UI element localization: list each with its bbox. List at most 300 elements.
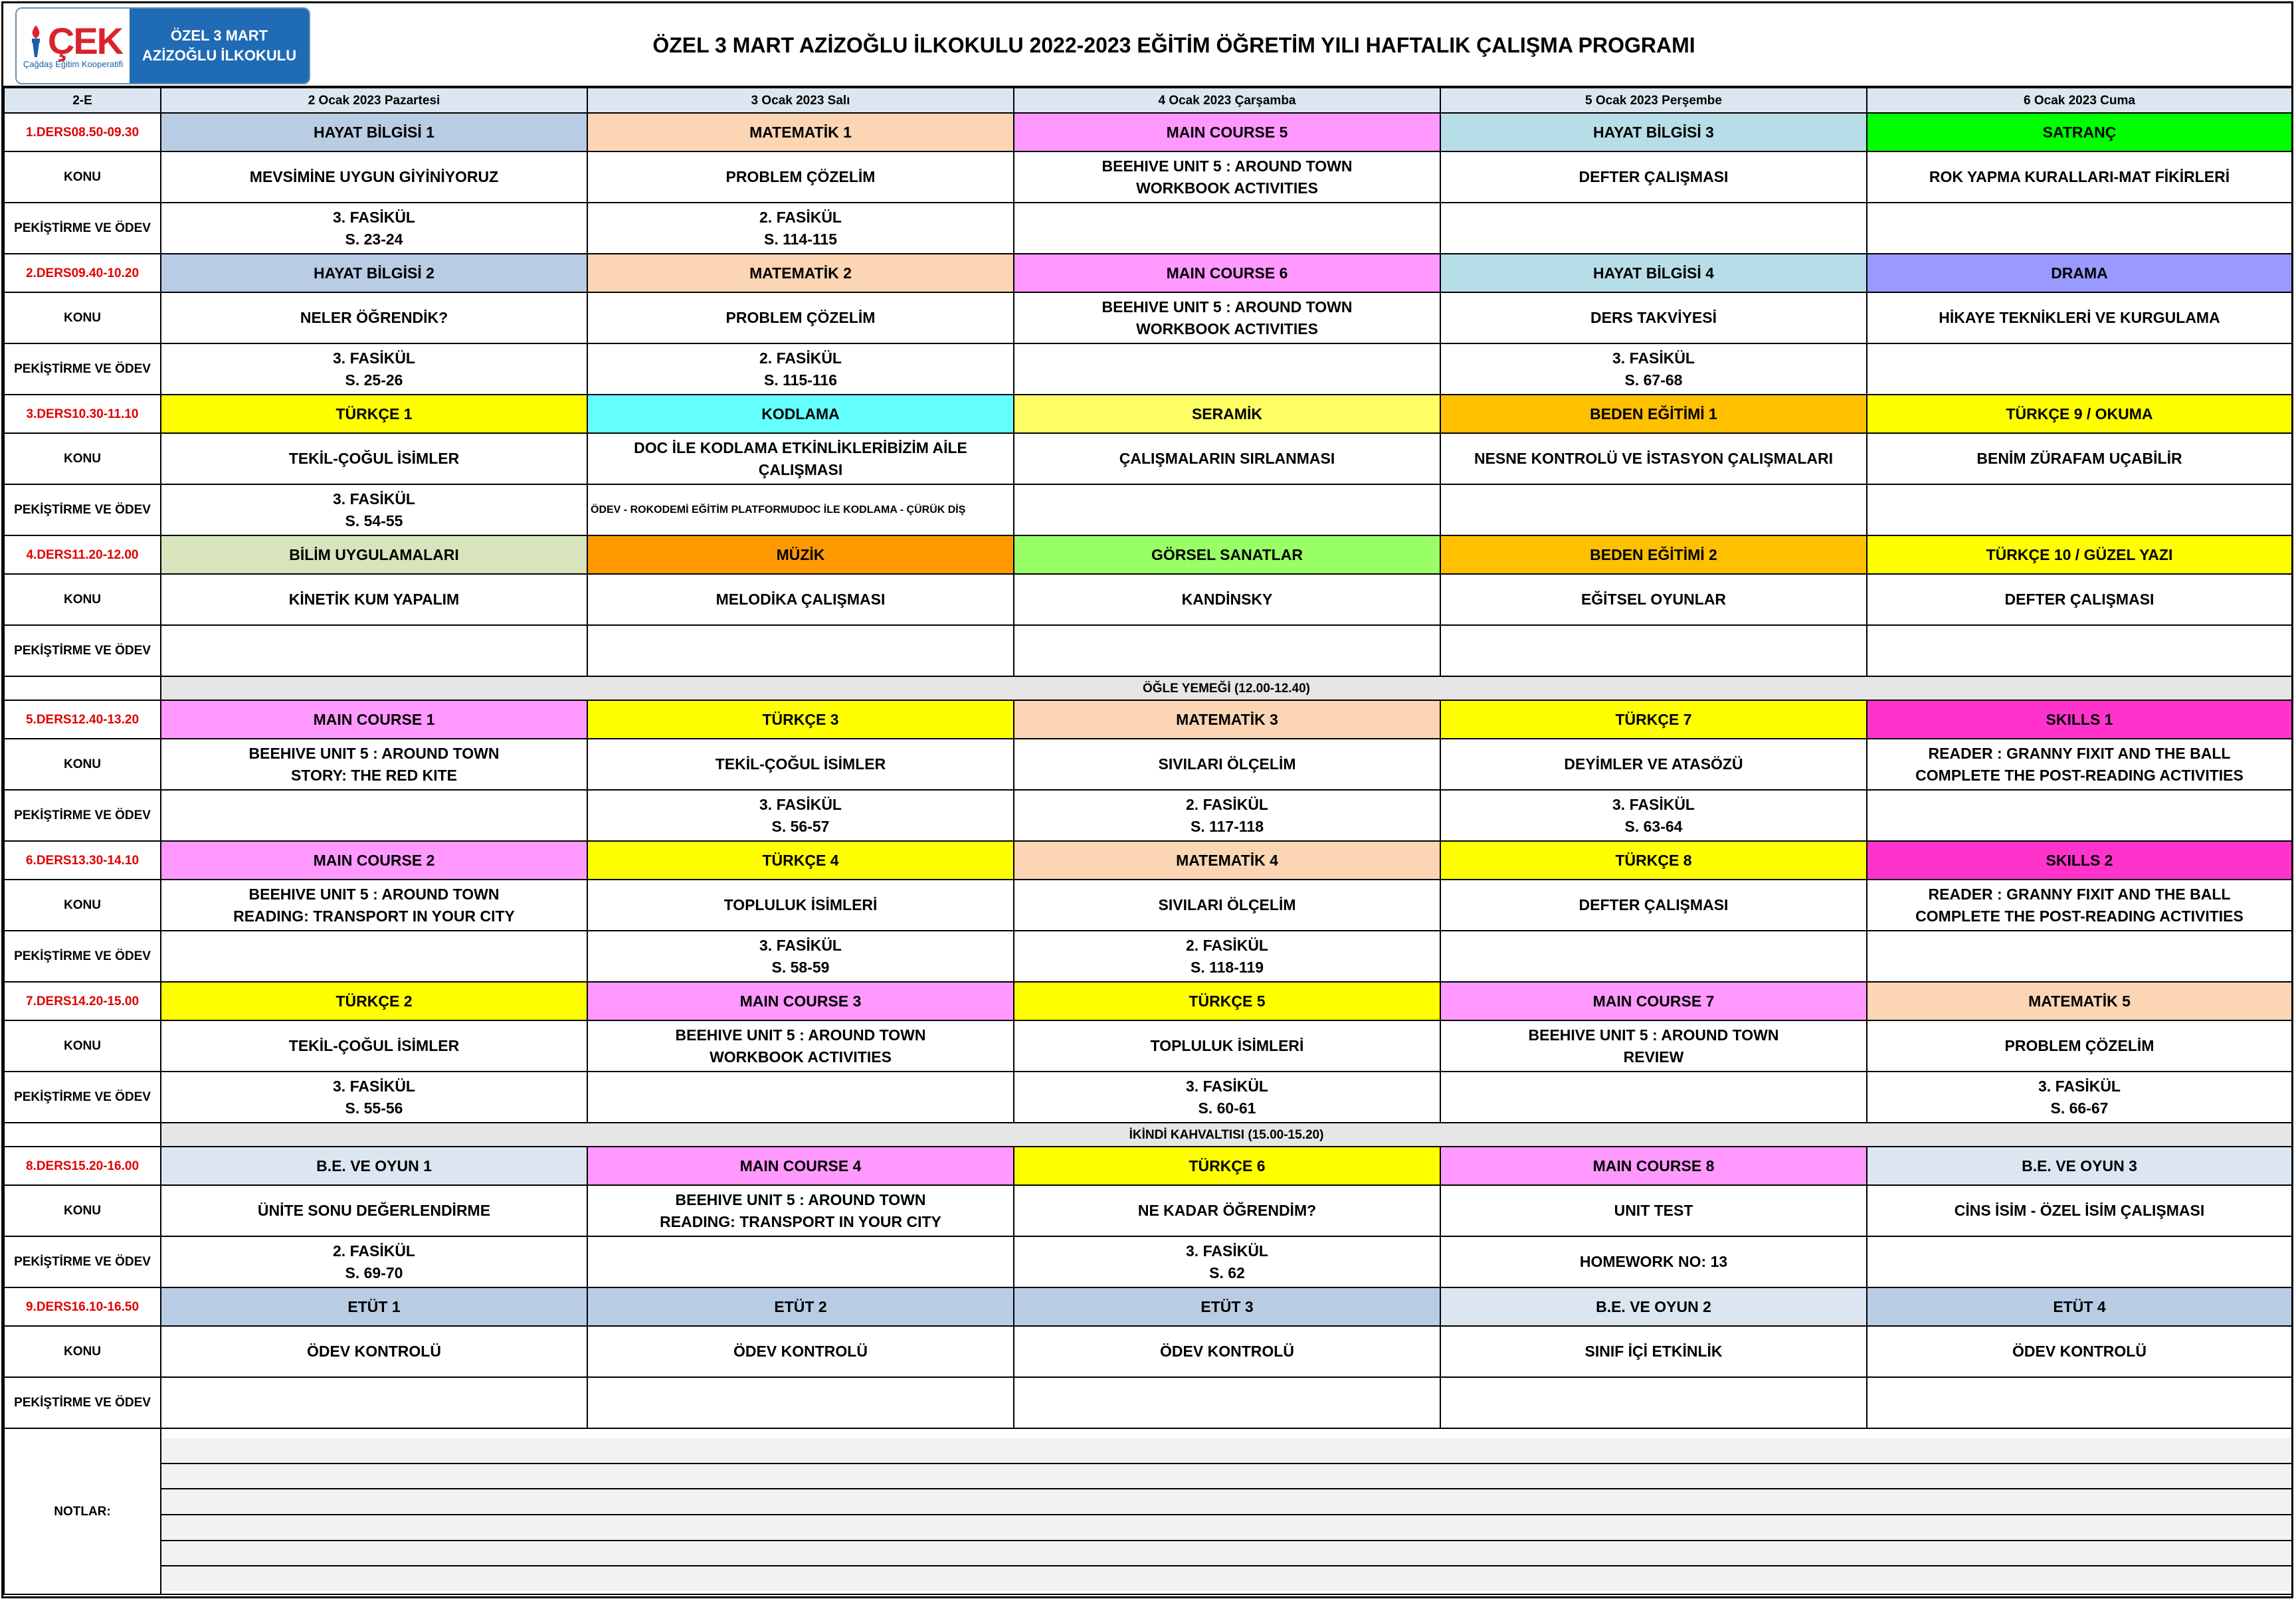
topic-cell — [1440, 1020, 1867, 1072]
cell-line: MELODİKA ÇALIŞMASI — [716, 591, 886, 608]
topic-label: KONU — [4, 739, 161, 790]
subject-cell: BEDEN EĞİTİMİ 2 — [1440, 535, 1867, 574]
subject-cell: MAIN COURSE 3 — [587, 982, 1014, 1020]
lesson-subject-row — [4, 535, 2292, 574]
cell-line: REVIEW — [1623, 1048, 1684, 1066]
subject-cell: ETÜT 4 — [1867, 1287, 2292, 1326]
subject-cell: MATEMATİK 4 — [1014, 841, 1440, 880]
cell-line: 3. FASİKÜL — [1186, 1077, 1268, 1095]
subject-cell: MAIN COURSE 8 — [1440, 1147, 1867, 1185]
homework-cell — [1440, 625, 1867, 676]
homework-cell — [1014, 1072, 1440, 1123]
cell-line: DEFTER ÇALIŞMASI — [1578, 896, 1729, 913]
notes-lines — [161, 1438, 2291, 1591]
lesson-subject-row — [4, 113, 2292, 151]
lunch-break: ÖĞLE YEMEĞİ (12.00-12.40) — [161, 676, 2292, 700]
topic-cell — [1867, 1185, 2292, 1236]
cell-line: PROBLEM ÇÖZELİM — [725, 168, 876, 185]
topic-cell — [1867, 1326, 2292, 1377]
topic-cell — [161, 1326, 587, 1377]
subject-cell: TÜRKÇE 10 / GÜZEL YAZI — [1867, 535, 2292, 574]
topic-cell — [587, 1185, 1014, 1236]
cell-line: S. 69-70 — [345, 1264, 403, 1281]
topic-cell — [161, 880, 587, 931]
subject-cell: B.E. VE OYUN 3 — [1867, 1147, 2292, 1185]
topic-cell — [161, 739, 587, 790]
cell-line: S. 117-118 — [1191, 817, 1264, 835]
cell-line: TOPLULUK İSİMLERİ — [1150, 1037, 1304, 1054]
notes-row — [4, 1428, 2292, 1594]
subject-cell: TÜRKÇE 4 — [587, 841, 1014, 880]
topic-cell — [1014, 739, 1440, 790]
homework-cell — [161, 790, 587, 841]
homework-cell — [1014, 343, 1440, 395]
homework-cell — [161, 1377, 587, 1428]
lesson-time: 2.DERS09.40-10.20 — [4, 254, 161, 292]
homework-label: PEKİŞTİRME VE ÖDEV — [4, 343, 161, 395]
cell-line: S. 60-61 — [1198, 1099, 1256, 1117]
subject-cell: ETÜT 2 — [587, 1287, 1014, 1326]
cell-line: NESNE KONTROLÜ VE İSTASYON ÇALIŞMALARI — [1474, 450, 1834, 467]
topic-cell — [1440, 1185, 1867, 1236]
subject-cell: KODLAMA — [587, 395, 1014, 433]
lesson-time: 1.DERS08.50-09.30 — [4, 113, 161, 151]
lesson-subject-row — [4, 841, 2292, 880]
lesson-homework-row — [4, 1377, 2292, 1428]
subject-cell: ETÜT 3 — [1014, 1287, 1440, 1326]
subject-cell: TÜRKÇE 9 / OKUMA — [1867, 395, 2292, 433]
cell-line: 2. FASİKÜL — [759, 208, 842, 226]
subject-cell: TÜRKÇE 2 — [161, 982, 587, 1020]
homework-cell — [1867, 203, 2292, 254]
lesson-topic-row — [4, 1020, 2292, 1072]
topic-cell — [587, 880, 1014, 931]
topic-cell — [587, 739, 1014, 790]
lunch-break-row — [4, 676, 2292, 700]
class-label: 2-E — [4, 88, 161, 113]
cell-line: READER : GRANNY FIXIT AND THE BALL — [1928, 885, 2231, 903]
cell-line: 2. FASİKÜL — [1186, 795, 1268, 813]
homework-cell — [161, 931, 587, 982]
subject-cell: SATRANÇ — [1867, 113, 2292, 151]
cell-line: ÖDEV KONTROLÜ — [733, 1343, 868, 1360]
lesson-homework-row — [4, 343, 2292, 395]
cell-line: BEEHIVE UNIT 5 : AROUND TOWN — [248, 885, 500, 903]
cell-line: BEEHIVE UNIT 5 : AROUND TOWN — [675, 1190, 926, 1208]
cell-line: READER : GRANNY FIXIT AND THE BALL — [1928, 744, 2231, 762]
subject-cell: TÜRKÇE 3 — [587, 700, 1014, 739]
lesson-time: 4.DERS11.20-12.00 — [4, 535, 161, 574]
lesson-time: 3.DERS10.30-11.10 — [4, 395, 161, 433]
lesson-topic-row — [4, 739, 2292, 790]
homework-label: PEKİŞTİRME VE ÖDEV — [4, 625, 161, 676]
lesson-subject-row — [4, 1287, 2292, 1326]
homework-cell — [587, 203, 1014, 254]
cell-line: DEFTER ÇALIŞMASI — [2004, 591, 2154, 608]
subject-cell: BEDEN EĞİTİMİ 1 — [1440, 395, 1867, 433]
lesson-topic-row — [4, 1185, 2292, 1236]
homework-cell — [1014, 1377, 1440, 1428]
lesson-time: 9.DERS16.10-16.50 — [4, 1287, 161, 1326]
homework-cell — [587, 931, 1014, 982]
homework-cell — [1867, 1377, 2292, 1428]
topic-cell — [1440, 739, 1867, 790]
subject-cell: GÖRSEL SANATLAR — [1014, 535, 1440, 574]
subject-cell: TÜRKÇE 1 — [161, 395, 587, 433]
day-header: 3 Ocak 2023 Salı — [587, 88, 1014, 113]
cell-line: COMPLETE THE POST-READING ACTIVITIES — [1915, 907, 2244, 925]
homework-cell — [161, 1236, 587, 1287]
topic-cell — [1867, 1020, 2292, 1072]
topic-cell — [1014, 574, 1440, 625]
cell-line: UNIT TEST — [1614, 1202, 1693, 1219]
cell-line: WORKBOOK ACTIVITIES — [710, 1048, 892, 1066]
topic-cell — [161, 1020, 587, 1072]
lesson-topic-row — [4, 151, 2292, 203]
lesson-homework-row — [4, 203, 2292, 254]
homework-cell — [1867, 343, 2292, 395]
subject-cell: MATEMATİK 3 — [1014, 700, 1440, 739]
homework-cell — [1867, 790, 2292, 841]
homework-label: PEKİŞTİRME VE ÖDEV — [4, 1236, 161, 1287]
subject-cell: HAYAT BİLGİSİ 2 — [161, 254, 587, 292]
topic-cell — [161, 151, 587, 203]
cell-line: CİNS İSİM - ÖZEL İSİM ÇALIŞMASI — [1954, 1202, 2205, 1219]
cell-line: 3. FASİKÜL — [333, 490, 415, 508]
homework-cell — [1440, 1377, 1867, 1428]
homework-cell — [587, 343, 1014, 395]
subject-cell: B.E. VE OYUN 1 — [161, 1147, 587, 1185]
logo-tagline: Çağdaş Eğitim Kooperatifi — [23, 59, 124, 69]
notes-line — [161, 1464, 2291, 1490]
cell-line: STORY: THE RED KITE — [290, 766, 458, 784]
day-header: 5 Ocak 2023 Perşembe — [1440, 88, 1867, 113]
subject-cell: MATEMATİK 1 — [587, 113, 1014, 151]
cell-line: S. 56-57 — [771, 817, 830, 835]
homework-cell — [1867, 1072, 2292, 1123]
topic-cell — [1014, 1326, 1440, 1377]
topic-cell — [161, 1185, 587, 1236]
subject-cell: SKILLS 1 — [1867, 700, 2292, 739]
cell-line: S. 23-24 — [345, 230, 403, 248]
lesson-time: 6.DERS13.30-14.10 — [4, 841, 161, 880]
cell-line: MEVSİMİNE UYGUN GİYİNİYORUZ — [249, 168, 499, 185]
cell-line: READING: TRANSPORT IN YOUR CITY — [233, 907, 515, 925]
lesson-subject-row — [4, 982, 2292, 1020]
cell-line: PROBLEM ÇÖZELİM — [2004, 1037, 2154, 1054]
homework-cell — [587, 790, 1014, 841]
lesson-topic-row — [4, 880, 2292, 931]
homework-label: PEKİŞTİRME VE ÖDEV — [4, 203, 161, 254]
topic-cell — [1014, 1020, 1440, 1072]
subject-cell: BİLİM UYGULAMALARI — [161, 535, 587, 574]
subject-cell: TÜRKÇE 8 — [1440, 841, 1867, 880]
subject-cell: MAIN COURSE 7 — [1440, 982, 1867, 1020]
topic-cell — [1014, 880, 1440, 931]
snack-break: İKİNDİ KAHVALTISI (15.00-15.20) — [161, 1123, 2292, 1147]
notes-label: NOTLAR: — [4, 1428, 161, 1594]
topic-cell — [1014, 433, 1440, 484]
cell-line: DOC İLE KODLAMA ETKİNLİKLERİBİZİM AİLE ÇALIŞMASI — [634, 438, 967, 478]
cell-line: HİKAYE TEKNİKLERİ VE KURGULAMA — [1939, 309, 2220, 326]
cell-line: S. 58-59 — [771, 958, 830, 976]
topic-cell — [1440, 292, 1867, 343]
subject-cell: HAYAT BİLGİSİ 3 — [1440, 113, 1867, 151]
cell-line: ÖDEV KONTROLÜ — [1160, 1343, 1294, 1360]
day-header: 6 Ocak 2023 Cuma — [1867, 88, 2292, 113]
subject-cell: TÜRKÇE 7 — [1440, 700, 1867, 739]
lesson-homework-row — [4, 931, 2292, 982]
topic-cell — [1867, 292, 2292, 343]
subject-cell: MAIN COURSE 2 — [161, 841, 587, 880]
cell-line: BEEHIVE UNIT 5 : AROUND TOWN — [1528, 1026, 1779, 1044]
notes-line — [161, 1438, 2291, 1464]
topic-label: KONU — [4, 1020, 161, 1072]
topic-cell — [587, 574, 1014, 625]
topic-cell — [587, 1020, 1014, 1072]
lesson-time: 8.DERS15.20-16.00 — [4, 1147, 161, 1185]
cell-line: 3. FASİKÜL — [333, 208, 415, 226]
cell-line: ÇALIŞMALARIN SIRLANMASI — [1119, 450, 1335, 467]
homework-cell — [1014, 203, 1440, 254]
homework-cell — [587, 1072, 1014, 1123]
break-spacer — [4, 676, 161, 700]
homework-label: PEKİŞTİRME VE ÖDEV — [4, 931, 161, 982]
subject-cell: TÜRKÇE 5 — [1014, 982, 1440, 1020]
cell-line: S. 114-115 — [764, 230, 837, 248]
subject-cell: HAYAT BİLGİSİ 4 — [1440, 254, 1867, 292]
cell-line: TEKİL-ÇOĞUL İSİMLER — [715, 755, 886, 773]
topic-cell — [1867, 151, 2292, 203]
lesson-subject-row — [4, 1147, 2292, 1185]
cell-line: S. 62 — [1209, 1264, 1245, 1281]
cell-line: 3. FASİKÜL — [333, 1077, 415, 1095]
day-header-row — [4, 88, 2292, 113]
homework-cell — [587, 1236, 1014, 1287]
cell-line: 3. FASİKÜL — [2038, 1077, 2121, 1095]
subject-cell: TÜRKÇE 6 — [1014, 1147, 1440, 1185]
subject-cell: DRAMA — [1867, 254, 2292, 292]
subject-cell: MAIN COURSE 6 — [1014, 254, 1440, 292]
cell-line: S. 54-55 — [345, 512, 403, 529]
lesson-topic-row — [4, 292, 2292, 343]
cell-line: EĞİTSEL OYUNLAR — [1580, 591, 1727, 608]
topic-cell — [587, 1326, 1014, 1377]
homework-cell — [1014, 484, 1440, 535]
cell-line: WORKBOOK ACTIVITIES — [1136, 179, 1318, 197]
topic-cell — [1440, 433, 1867, 484]
topic-cell — [1014, 292, 1440, 343]
cell-line: ÜNİTE SONU DEĞERLENDİRME — [257, 1202, 491, 1219]
notes-line — [161, 1541, 2291, 1567]
page-title: ÖZEL 3 MART AZİZOĞLU İLKOKULU 2022-2023 EĞİTİM ÖĞRETİM YILI HAFTALIK ÇALIŞMA PROGRAMI — [652, 33, 1695, 57]
topic-label: KONU — [4, 433, 161, 484]
cell-line: ÖDEV - ROKODEMİ EĞİTİM PLATFORMUDOC İLE KODLAMA - ÇÜRÜK DİŞ — [591, 504, 966, 516]
cell-line: COMPLETE THE POST-READING ACTIVITIES — [1915, 766, 2244, 784]
homework-cell — [1014, 625, 1440, 676]
notes-area[interactable] — [161, 1428, 2292, 1594]
topic-label: KONU — [4, 880, 161, 931]
cell-line: 3. FASİKÜL — [1612, 795, 1695, 813]
lesson-topic-row — [4, 1326, 2292, 1377]
lesson-homework-row — [4, 1072, 2292, 1123]
cell-line: READING: TRANSPORT IN YOUR CITY — [660, 1212, 941, 1230]
cell-line: ÖDEV KONTROLÜ — [307, 1343, 441, 1360]
cell-line: 2. FASİKÜL — [333, 1242, 415, 1260]
cell-line: S. 118-119 — [1191, 958, 1264, 976]
cell-line: SINIF İÇİ ETKİNLİK — [1584, 1343, 1723, 1360]
cell-line: TOPLULUK İSİMLERİ — [723, 896, 878, 913]
homework-cell — [587, 625, 1014, 676]
homework-cell — [1440, 203, 1867, 254]
homework-cell — [587, 1377, 1014, 1428]
homework-cell — [1440, 931, 1867, 982]
subject-cell: B.E. VE OYUN 2 — [1440, 1287, 1867, 1326]
cell-line: ÖDEV KONTROLÜ — [2012, 1343, 2147, 1360]
lesson-homework-row — [4, 1236, 2292, 1287]
subject-cell: HAYAT BİLGİSİ 1 — [161, 113, 587, 151]
subject-cell: SERAMİK — [1014, 395, 1440, 433]
cell-line: TEKİL-ÇOĞUL İSİMLER — [288, 1037, 460, 1054]
snack-break-row — [4, 1123, 2292, 1147]
topic-cell — [1440, 1326, 1867, 1377]
topic-cell — [587, 151, 1014, 203]
topic-cell — [1440, 880, 1867, 931]
notes-line — [161, 1489, 2291, 1515]
cell-line: BEEHIVE UNIT 5 : AROUND TOWN — [1101, 157, 1353, 175]
topic-cell — [1867, 739, 2292, 790]
topic-cell — [1867, 880, 2292, 931]
homework-cell — [1440, 1072, 1867, 1123]
notes-line — [161, 1566, 2291, 1591]
subject-cell: MATEMATİK 5 — [1867, 982, 2292, 1020]
homework-cell — [587, 484, 1014, 535]
cell-line: DEYİMLER VE ATASÖZÜ — [1564, 755, 1743, 773]
subject-cell: MATEMATİK 2 — [587, 254, 1014, 292]
logo-brand-text: ÇEK — [47, 20, 123, 62]
subject-cell: MAIN COURSE 1 — [161, 700, 587, 739]
lesson-topic-row — [4, 574, 2292, 625]
topic-cell — [161, 574, 587, 625]
homework-cell — [1014, 931, 1440, 982]
lesson-homework-row — [4, 484, 2292, 535]
homework-cell — [1440, 484, 1867, 535]
topic-cell — [1440, 151, 1867, 203]
cell-line: S. 115-116 — [764, 371, 837, 389]
homework-cell — [161, 203, 587, 254]
lesson-subject-row — [4, 700, 2292, 739]
homework-label: PEKİŞTİRME VE ÖDEV — [4, 484, 161, 535]
lesson-homework-row — [4, 625, 2292, 676]
lesson-topic-row — [4, 433, 2292, 484]
cell-line: S. 63-64 — [1624, 817, 1683, 835]
homework-label: PEKİŞTİRME VE ÖDEV — [4, 1377, 161, 1428]
cell-line: BEEHIVE UNIT 5 : AROUND TOWN — [1101, 298, 1353, 316]
cell-line: KİNETİK KUM YAPALIM — [288, 591, 460, 608]
topic-label: KONU — [4, 574, 161, 625]
topic-cell — [1867, 574, 2292, 625]
day-header: 2 Ocak 2023 Pazartesi — [161, 88, 587, 113]
notes-line — [161, 1515, 2291, 1541]
cell-line: NELER ÖĞRENDİK? — [300, 309, 448, 326]
cell-line: KANDİNSKY — [1181, 591, 1273, 608]
homework-cell — [1014, 790, 1440, 841]
cell-line: SIVILARI ÖLÇELİM — [1158, 755, 1296, 773]
lesson-time: 5.DERS12.40-13.20 — [4, 700, 161, 739]
cell-line: BEEHIVE UNIT 5 : AROUND TOWN — [248, 744, 500, 762]
cell-line: S. 25-26 — [345, 371, 403, 389]
homework-cell — [161, 1072, 587, 1123]
cell-line: 2. FASİKÜL — [759, 349, 842, 367]
topic-label: KONU — [4, 1326, 161, 1377]
lesson-homework-row — [4, 790, 2292, 841]
cell-line: S. 67-68 — [1624, 371, 1683, 389]
schedule-page — [1, 1, 2293, 1598]
lesson-subject-row — [4, 254, 2292, 292]
topic-cell — [1014, 1185, 1440, 1236]
cell-line: PROBLEM ÇÖZELİM — [725, 309, 876, 326]
topic-cell — [587, 292, 1014, 343]
homework-cell — [1014, 1236, 1440, 1287]
homework-cell — [1867, 1236, 2292, 1287]
homework-cell — [161, 343, 587, 395]
break-spacer — [4, 1123, 161, 1147]
topic-cell — [1440, 574, 1867, 625]
cell-line: TEKİL-ÇOĞUL İSİMLER — [288, 450, 460, 467]
homework-cell — [1440, 1236, 1867, 1287]
cell-line: S. 66-67 — [2050, 1099, 2109, 1117]
schedule-table — [3, 87, 2293, 1595]
topic-cell — [161, 292, 587, 343]
subject-cell: MÜZİK — [587, 535, 1014, 574]
cell-line: S. 55-56 — [345, 1099, 403, 1117]
page-header — [3, 3, 2291, 87]
cell-line: DEFTER ÇALIŞMASI — [1578, 168, 1729, 185]
cell-line: ROK YAPMA KURALLARI-MAT FİKİRLERİ — [1929, 168, 2230, 185]
cell-line: SIVILARI ÖLÇELİM — [1158, 896, 1296, 913]
subject-cell: MAIN COURSE 5 — [1014, 113, 1440, 151]
lesson-subject-row — [4, 395, 2292, 433]
homework-cell — [1440, 790, 1867, 841]
lesson-time: 7.DERS14.20-15.00 — [4, 982, 161, 1020]
topic-cell — [161, 433, 587, 484]
cell-line: WORKBOOK ACTIVITIES — [1136, 320, 1318, 337]
homework-label: PEKİŞTİRME VE ÖDEV — [4, 790, 161, 841]
topic-label: KONU — [4, 1185, 161, 1236]
homework-cell — [1867, 625, 2292, 676]
cell-line: 3. FASİKÜL — [759, 936, 842, 954]
homework-cell — [1440, 343, 1867, 395]
homework-cell — [161, 484, 587, 535]
cell-line: BENİM ZÜRAFAM UÇABİLİR — [1976, 450, 2182, 467]
homework-label: PEKİŞTİRME VE ÖDEV — [4, 1072, 161, 1123]
homework-cell — [1867, 484, 2292, 535]
subject-cell: SKILLS 2 — [1867, 841, 2292, 880]
subject-cell: MAIN COURSE 4 — [587, 1147, 1014, 1185]
cell-line: NE KADAR ÖĞRENDİM? — [1137, 1202, 1317, 1219]
topic-cell — [1014, 151, 1440, 203]
cell-line: HOMEWORK NO: 13 — [1579, 1253, 1728, 1270]
subject-cell: ETÜT 1 — [161, 1287, 587, 1326]
homework-cell — [161, 625, 587, 676]
homework-cell — [1867, 931, 2292, 982]
cell-line: 3. FASİKÜL — [759, 795, 842, 813]
logo-school-line1: ÖZEL 3 MART — [170, 27, 268, 44]
cell-line: DERS TAKVİYESİ — [1590, 309, 1717, 326]
cell-line: BEEHIVE UNIT 5 : AROUND TOWN — [675, 1026, 926, 1044]
logo-school-line2: AZİZOĞLU İLKOKULU — [142, 47, 297, 64]
topic-cell — [1867, 433, 2292, 484]
